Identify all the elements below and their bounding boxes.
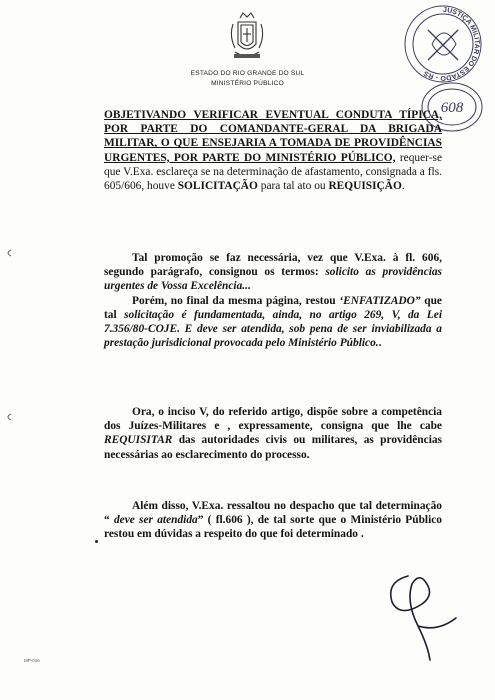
paragraph-text: das autoridades civis ou militares, as providências necessárias ao esclarecimento do processo. [104,434,442,461]
coat-of-arms-emblem [226,8,268,66]
binder-hole-mark [4,248,14,258]
bold-term-requisicao: REQUISIÇÃO [328,180,402,193]
handwritten-signature [378,568,473,666]
paragraph-lead: OBJETIVANDO VERIFICAR EVENTUAL CONDUTA TÍPICA, POR PARTE DO COMANDANTE-GERAL DA BRIGADA MILITAR, O QUE ENSEJARIA A TOMADA DE PROVIDÊNCIAS URGENTES, POR PARTE DO MINISTÉRIO PÚBLICO, [104,109,442,164]
emphasized-term: ‘ENFATIZADO” [339,294,421,307]
quoted-text: deve ser atendida [113,514,198,527]
quoted-text: solicitação é fundamentada, ainda, no artigo 269, V, da Lei 7.356/80-COJE. E deve ser atendida, sob pena de ser inviabilizada a prestação jurisdicional provocada pelo Ministério Público. [104,308,442,350]
bold-term-solicitacao: SOLICITAÇÃO [177,180,258,193]
seal-page-number: 608 [440,100,464,116]
paragraph-legal-basis [104,405,442,462]
paragraph-text: ” ( fl.606 ), de tal sorte que o Ministério Público restou em dúvidas a respeito do que foi determinado . [104,514,443,541]
margin-mark [95,540,98,543]
paragraph-text: Porém, no final da mesma página, restou [132,294,340,307]
paragraph-text: para tal ato ou [257,180,329,193]
paragraph-text: Além disso, V.Exa. ressaltou no despacho que tal determinação “ [104,500,442,527]
paragraph-text: . [401,180,405,193]
paragraph-text: requer-se que V.Exa. esclareça se na determinação de afastamento, consignada a fls. 605/606, houve [104,151,442,193]
paragraph-text: que tal [104,294,442,321]
header-ministry: MINISTÉRIO PÚBLICO [211,80,284,87]
paragraph-text: Tal promoção se faz necessária, vez que V.Exa. à fl. 606, segundo parágrafo, consignou os termos: [104,252,442,279]
paragraph-justification [104,251,442,350]
paragraph-text: Ora, o inciso V, do referido artigo, dispõe sobre a competência dos Juízes-Militares e , expressamente, consigna que lhe cabe [104,406,442,433]
emphasized-term: REQUISITAR [104,434,173,447]
quoted-text: solicito as providências urgentes de Vossa Excelência... [104,266,442,293]
seal-ring-text: JUSTIÇA MILITAR DO ESTADO - RS [422,6,481,82]
header-state: ESTADO DO RIO GRANDE DO SUL [190,70,305,77]
form-code: MP-016 [24,658,40,663]
paragraph-request [104,108,442,193]
paragraph-conclusion [104,499,442,542]
binder-hole-mark [4,412,14,422]
paragraph-text: . [378,337,382,350]
